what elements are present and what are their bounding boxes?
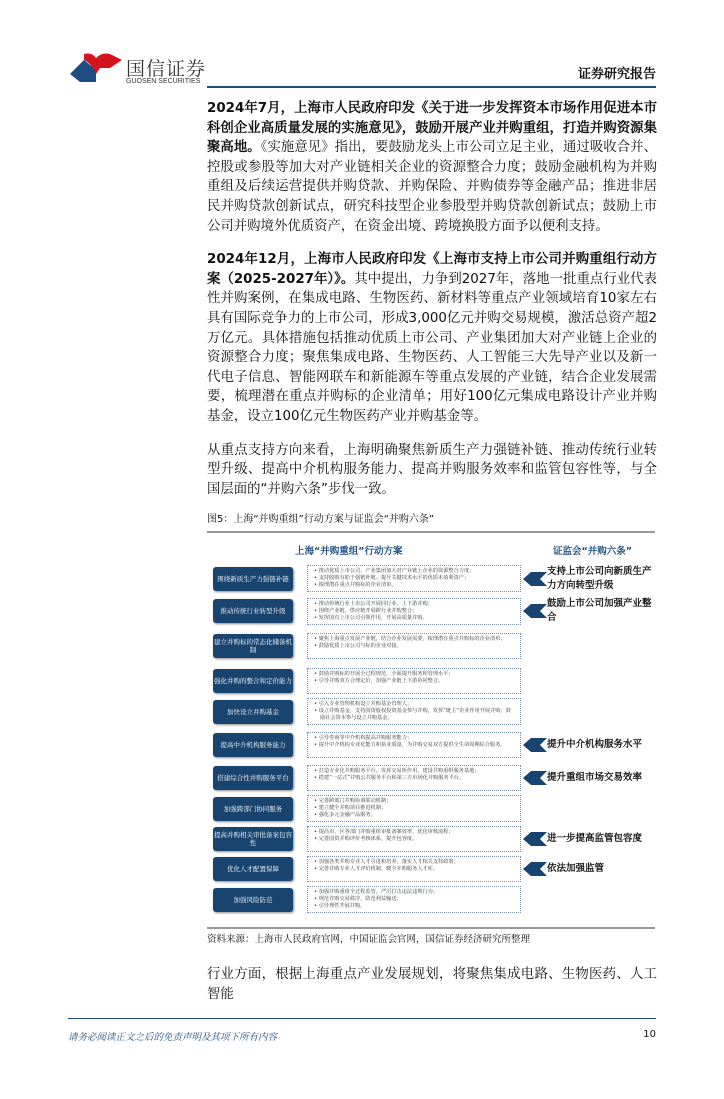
detail-bullet: • 聚焦上海重点发展产业链，结合企业发展需要，梳理潜在重点并购标的企业清单； [314,636,506,643]
csrc-measure: 提升中介机构服务水平 [547,739,643,751]
paragraph-body: 其中提出，力争到2027年，落地一批重点行业代表性并购案例，在集成电路、生物医药、新材料等重点产业领域培育10家左右具有国际竞争力的上市公司，形成3,000亿元并购交易规模，激活总资产超2万亿元。具体措施包括推动优质上市公司、产业集团加大对产业链上企业的资源整合力度；聚焦集成电路、生物医药、人工智能三大先导产业以及新一代电子信息、智能网联车和新能源车等重点发展的产业链，结合企业发展需要，梳理潜在重点并购标的企业清单；用好100亿元集成电路设计产业并购基金，设立100亿元生物医药产业并购基金等。 [207,271,658,424]
figure-diagram [207,533,655,923]
action-detail-box [307,795,521,822]
csrc-measure: 鼓励上市公司加强产业整合 [547,598,652,624]
detail-bullet: • 打造专业化并购服务平台，发挥交易所作用，建设并购重组服务基地； [314,768,480,775]
action-item-box: 围绕新质生产力强链补链 [213,567,293,591]
detail-bullet: • 鼓励优质上市公司与标的企业对接。 [314,643,402,650]
action-item-box: 搭建综合性并购服务平台 [213,766,293,790]
csrc-measure: 依法加强监管 [547,863,605,875]
detail-bullet: • 引入专业管理机构设立并购基金管理人； [314,701,413,708]
action-detail-box [307,886,521,913]
action-detail-box [307,598,521,625]
logo-text-en: GUOSEN SECURITIES [126,78,201,85]
detail-bullet: • 推动优质上市公司、产业集团加大对产业链上企业的资源整合力度； [314,568,475,575]
paragraph-1 [207,99,657,236]
detail-bullet: • 完善并购专业人才评价机制，健全并购服务人才库。 [314,866,439,873]
detail-bullet: • 引导理性开展并购。 [314,903,366,910]
action-detail-box [307,668,521,694]
content-column [207,0,657,1004]
figure-bottom-divider [207,927,655,929]
detail-bullet: • 建立健全并购项目推进机制； [314,805,387,812]
report-type: 证券研究报告 [577,67,656,82]
action-item-box: 加强跨部门协同服务 [213,797,293,821]
detail-bullet: • 引导券商等中介机构提高并购服务能力； [314,735,413,742]
detail-bullet: • 加强各类并购专业人才引进和培养，落实人才相关支持政策； [314,859,459,866]
action-detail-box [307,633,521,659]
paragraph-lead: 2024年7月，上海市人民政府印发《关于进一步发挥资本市场作用促进本市科创企业高质量发展的实施意见》，鼓励开展产业并购重组，打造并购资源集聚高地。 [207,101,657,156]
action-detail-box [307,826,521,852]
detail-bullet: • 规范并购交易秩序，防范利益输送； [314,896,402,903]
action-item-box: 推动传统行业转型升级 [213,599,293,623]
chevron-left-icon [523,771,547,785]
paragraph-lead: 2024年12月，上海市人民政府印发《上海市支持上市公司并购重组行动方案（2025-2027年）》。 [207,252,657,287]
right-column-header: 证监会“并购六条” [553,546,632,558]
action-item-box: 提高中介机构服务能力 [213,733,293,757]
action-detail-box [307,856,521,882]
detail-bullet: • 引导并购双方合理定价，加强产业链上下游协同整合。 [314,678,444,685]
detail-bullet: • 提高市、区各部门并购重组审批备案效率，优化审核流程； [314,829,454,836]
action-item-box: 加强风险防范 [213,888,293,912]
csrc-measure: 支持上市公司向新质生产力方向转型升级 [547,566,652,592]
footer [68,1018,656,1099]
logo-text-cn: 国信证券 [126,58,207,80]
figure-source: 资料来源：上海市人民政府官网，中国证监会官网，国信证券经济研究所整理 [207,934,531,946]
chevron-left-icon [523,572,547,586]
action-item-box: 优化人才配置保障 [213,857,293,881]
guosen-logo-icon [70,52,122,82]
left-column-header: 上海“并购重组”行动方案 [295,546,403,558]
chevron-left-icon [523,738,547,752]
detail-bullet: • 完善国资并购评价考核体系，提升包容度。 [314,836,418,843]
action-detail-box [307,698,521,725]
action-item-box: 加快设立并购基金 [213,700,293,724]
detail-bullet: • 提升中介机构专业化能力和执业质量，为并购交易双方提供全生命周期综合服务。 [314,742,506,749]
detail-bullet: • 鼓励并购标的开展全过程规范，全面提升服务和管理水平； [314,671,454,678]
detail-bullet: • 推动传统行业上市公司开展同行业、上下游并购； [314,600,433,607]
detail-bullet: • 围绕产业链、供应链开展跨行业并购整合； [314,607,418,614]
action-item-box: 强化并购的整合和定价能力 [213,669,293,693]
footer-disclaimer: 请务必阅读正文之后的免责声明及其项下所有内容 [68,1032,278,1044]
chevron-left-icon [523,604,547,618]
detail-bullet: • 加强并购重组全过程监管，严厉打击违法违规行为； [314,889,439,896]
detail-bullet: • 强化多元金融产品服务。 [314,812,376,819]
chevron-left-icon [523,862,547,876]
action-detail-box [307,765,521,791]
csrc-measure: 进一步提高监管包容度 [547,833,643,845]
detail-bullet: • 设立并购基金，支持国资股权投资基金参与并购，发挥“链主”企业作用开展并购；鼓励社会资本参与设立并购基金。 [314,708,511,722]
closing-paragraph: 行业方面，根据上海重点产业发展规划，将聚焦集成电路、生物医药、人工智能 [207,967,657,1002]
action-item-box: 建立并购标的常态化储备机制 [213,634,293,658]
detail-bullet: • 发挥国有上市公司引领作用，开展高质量并购。 [314,614,428,621]
detail-bullet: • 支持收购有助于强链补链、提升关键技术水平的优质未盈利资产； [314,575,470,582]
detail-bullet: • 梳理潜在重点并购标的企业清单。 [314,582,397,589]
action-detail-box [307,732,521,758]
chevron-left-icon [523,832,547,846]
paragraph-body: 《实施意见》指出，要鼓励龙头上市公司立足主业，通过吸收合并、控股或参股等加大对产业链相关企业的资源整合力度；鼓励金融机构为并购重组及后续运营提供并购贷款、并购保险、并购债券等金融产品；推进非居民并购贷款创新试点，研究科技型企业参股型并购贷款创新试点；鼓励上市公司并购境外优质资产，在资金出境、跨境换股方面予以便利支持。 [207,140,657,234]
paragraph-2 [207,250,657,426]
page-number: 10 [643,1029,656,1041]
figure-title: 图5：上海“并购重组”行动方案与证监会“并购六条” [207,514,435,526]
paragraph-body: 从重点支持方向来看，上海明确聚焦新质生产力强链补链、推动传统行业转型升级、提高中介机构服务能力、提高并购服务效率和监管包容性等，与全国层面的“并购六条”步伐一致。 [207,442,657,497]
action-item-box: 提高并购相关审批备案包容性 [213,827,293,851]
csrc-measure: 提升重组市场交易效率 [547,772,643,784]
action-detail-box [307,565,521,592]
detail-bullet: • 搭建“一站式”并购公共服务平台和第三方市场化并购服务平台。 [314,775,465,782]
paragraph-3 [207,441,657,500]
detail-bullet: • 完善跨部门并购协调联动机制； [314,798,392,805]
